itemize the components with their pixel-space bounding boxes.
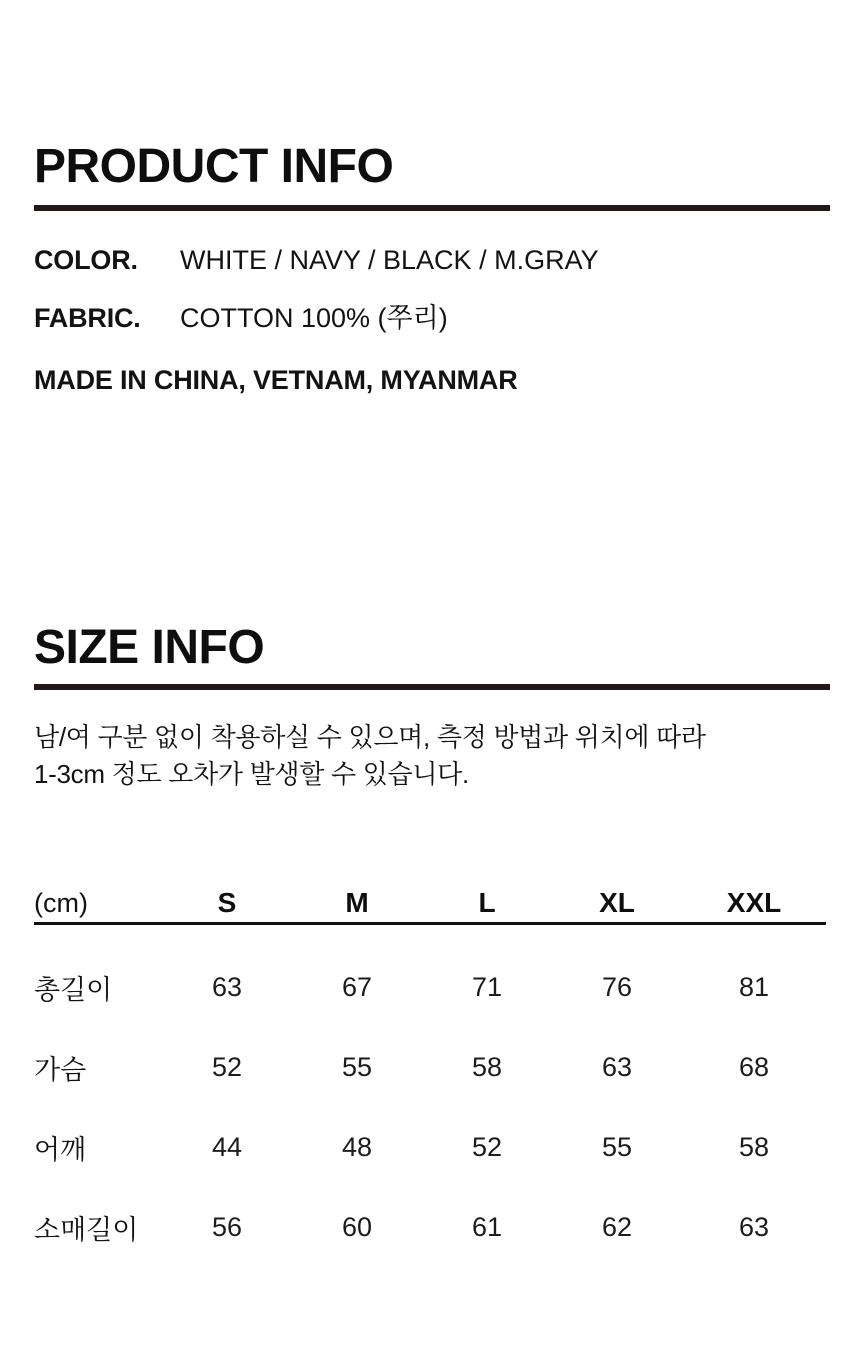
table-cell: 61 (471, 1212, 503, 1242)
table-cell: 63 (601, 1052, 633, 1082)
fabric-value: COTTON 100% (쭈리) (180, 303, 448, 333)
row-label: 가슴 (34, 1055, 87, 1085)
column-header-xxl: XXL (726, 887, 782, 918)
color-row (34, 245, 599, 275)
size-note (34, 719, 706, 793)
size-info-title: SIZE INFO (34, 621, 265, 674)
product-info-title: PRODUCT INFO (34, 140, 394, 193)
column-header-m: M (345, 887, 369, 918)
table-cell: 76 (601, 972, 633, 1002)
row-label: 소매길이 (34, 1215, 139, 1245)
table-cell: 58 (471, 1052, 503, 1082)
table-cell: 55 (341, 1052, 373, 1082)
column-header-xl: XL (599, 887, 635, 918)
table-row-total-length (34, 968, 826, 1005)
unit-label: (cm) (34, 887, 88, 918)
table-cell: 81 (738, 972, 770, 1002)
column-header-s: S (217, 887, 237, 918)
table-cell: 67 (341, 972, 373, 1002)
table-header-divider (34, 922, 826, 925)
row-label: 어깨 (34, 1135, 87, 1165)
fabric-label: FABRIC. (34, 303, 141, 333)
column-header-l: L (478, 887, 496, 918)
table-cell: 63 (211, 972, 243, 1002)
size-note-line-2: 1-3cm 정도 오차가 발생할 수 있습니다. (34, 759, 469, 789)
table-cell: 48 (341, 1132, 373, 1162)
table-cell: 62 (601, 1212, 633, 1242)
color-label: COLOR. (34, 245, 138, 275)
table-cell: 55 (601, 1132, 633, 1162)
size-note-line-1: 남/여 구분 없이 착용하실 수 있으며, 측정 방법과 위치에 따라 (34, 722, 706, 752)
table-cell: 56 (211, 1212, 243, 1242)
fabric-row (34, 303, 448, 333)
table-cell: 44 (211, 1132, 243, 1162)
size-table (34, 886, 826, 1245)
table-cell: 58 (738, 1132, 770, 1162)
made-in-text: MADE IN CHINA, VETNAM, MYANMAR (34, 365, 518, 395)
table-row-sleeve-length (34, 1208, 826, 1245)
table-row-shoulder (34, 1128, 826, 1165)
size-table-header (34, 886, 826, 920)
table-row-chest (34, 1048, 826, 1085)
section-divider (34, 684, 830, 690)
table-cell: 71 (471, 972, 503, 1002)
color-value: WHITE / NAVY / BLACK / M.GRAY (180, 245, 599, 275)
table-cell: 63 (738, 1212, 770, 1242)
table-cell: 60 (341, 1212, 373, 1242)
row-label: 총길이 (34, 975, 113, 1005)
table-cell: 52 (471, 1132, 503, 1162)
table-cell: 68 (738, 1052, 770, 1082)
section-divider (34, 205, 830, 211)
table-cell: 52 (211, 1052, 243, 1082)
